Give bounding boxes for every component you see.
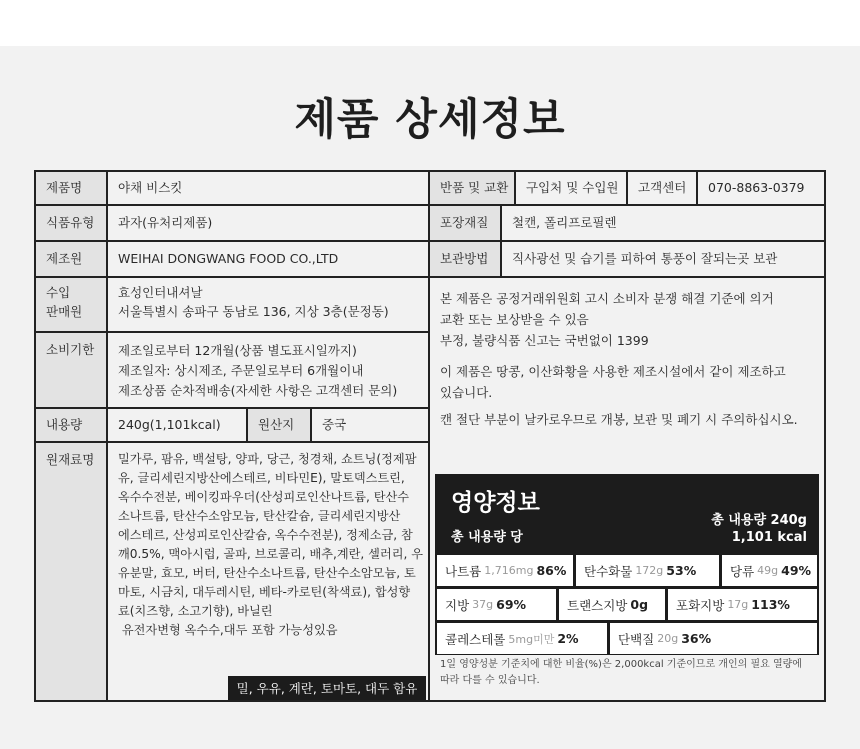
footnote-line: 1일 영양성분 기준치에 대한 비율(%)은 2,000kcal 기준이므로 개인의 필요 열량에: [440, 659, 802, 670]
nutrient-percent: 2%: [557, 631, 579, 646]
returns-channel: 구입처 및 수입원: [526, 179, 619, 195]
nutrient-carbohydrate: [576, 555, 719, 586]
label-expiry-text: 소비기한: [46, 342, 95, 357]
origin-value: 중국: [322, 416, 347, 432]
nutrient-protein: [610, 623, 817, 654]
contents-value: 240g(1,101kcal): [118, 416, 221, 432]
notice-line: 있습니다.: [440, 385, 493, 400]
ingredient-line: 밀가루, 팜유, 백설탕, 양파, 당근, 청경채, 쇼트닝(정제팜: [118, 452, 417, 466]
nutrient-amount: 5mg미만: [508, 632, 555, 646]
nutrient-name: 포화지방: [676, 597, 725, 613]
nutrient-name: 트랜스지방: [567, 597, 628, 613]
nutrient-percent: 53%: [666, 563, 697, 578]
nutrient-percent: 86%: [536, 563, 567, 578]
label-ingredients: [36, 443, 106, 700]
page-title: 제품 상세정보: [294, 95, 566, 145]
nutrition-total-kcal: 1,101 kcal: [731, 530, 807, 545]
label-importer: [36, 278, 106, 331]
notice-line: 이 제품은 땅콩, 이산화황을 사용한 제조시설에서 같이 제조하고: [440, 364, 786, 379]
nutrient-percent: 113%: [751, 597, 790, 612]
customer-center-phone: 070-8863-0379: [708, 179, 805, 195]
label-storage: 보관방법: [430, 242, 500, 276]
label-manufacturer: 제조원: [36, 242, 106, 276]
nutrition-panel: [435, 474, 819, 655]
nutrient-percent: 0g: [630, 597, 649, 612]
nutrition-basis: 총 내용량 당: [451, 530, 523, 545]
nutrient-amount: 37g: [472, 598, 494, 611]
ingredient-line: 료(치즈향, 소고기향), 바닐린: [118, 604, 273, 618]
nutrition-title: 영양정보: [451, 490, 540, 516]
footnote-line: 따라 다를 수 있습니다.: [440, 675, 540, 686]
storage-value: 직사광선 및 습기를 피하여 통풍이 잘되는곳 보관: [512, 250, 778, 266]
notice-allergy-facility: [440, 361, 786, 403]
ingredients-value: [108, 443, 428, 675]
ingredient-line: 깨0.5%, 맥아시럽, 골파, 브로콜리, 배추,계란, 셀러리, 우: [118, 547, 424, 561]
food-type-value: 과자(유처리제품): [118, 214, 213, 230]
notice-line: 캔 절단 부분이 날카로우므로 개봉, 보관 및 폐기 시 주의하십시오.: [440, 412, 798, 427]
ingredient-line: 소나트륨, 탄산수소암모늄, 탄산칼슘, 글리세린지방산: [118, 509, 401, 523]
allergen-badge: 밀, 우유, 계란, 토마토, 대두 함유: [228, 676, 426, 700]
ingredient-line: 옥수수전분, 베이킹파우더(산성피로인산나트륨, 탄산수: [118, 490, 410, 504]
divider: [428, 276, 826, 278]
ingredient-line: 유분말, 효모, 버터, 탄산수소나트륨, 탄산수소암모늄, 토: [118, 566, 416, 580]
nutrient-name: 단백질: [618, 631, 655, 647]
nutrient-fat: [437, 589, 556, 620]
expiry-value: [108, 333, 428, 407]
nutrient-percent: 69%: [496, 597, 527, 612]
nutrient-name: 콜레스테롤: [445, 631, 506, 647]
manufacturer-value: WEIHAI DONGWANG FOOD CO.,LTD: [118, 250, 339, 266]
nutrient-amount: 172g: [635, 564, 664, 577]
nutrient-name: 지방: [445, 597, 470, 613]
notice-line: 부정, 불량식품 신고는 국번없이 1399: [440, 333, 649, 348]
notice-dispute: [440, 288, 774, 330]
label-returns: 반품 및 교환: [430, 172, 514, 204]
nutrition-footnote: [440, 657, 820, 689]
nutrient-amount: 20g: [657, 632, 679, 645]
nutrient-name: 나트륨: [445, 563, 482, 579]
nutrient-sugars: [722, 555, 817, 586]
notice-line: 교환 또는 보상받을 수 있음: [440, 312, 589, 327]
customer-center-label: 고객센터: [638, 179, 687, 195]
label-contents: 내용량: [36, 409, 106, 441]
label-importer-line2: 판매원: [46, 303, 83, 319]
notice-report: [440, 330, 649, 351]
nutrient-cholesterol: [437, 623, 607, 654]
nutrient-amount: 49g: [757, 564, 779, 577]
nutrition-total-weight: 총 내용량 240g: [711, 513, 807, 528]
ingredient-line: 유, 글리세린지방산에스테르, 비타민E), 말토덱스트린,: [118, 471, 405, 485]
nutrient-percent: 49%: [781, 563, 812, 578]
label-importer-line1: 수입: [46, 285, 71, 300]
nutrient-amount: 1,716mg: [484, 564, 534, 577]
notice-line: 본 제품은 공정거래위원회 고시 소비자 분쟁 해결 기준에 의거: [440, 291, 774, 306]
nutrient-name: 당류: [730, 563, 755, 579]
nutrient-saturated-fat: [668, 589, 817, 620]
label-ingredients-text: 원재료명: [46, 452, 95, 467]
expiry-line: 제조일자: 상시제조, 주문일로부터 6개월이내: [118, 363, 364, 378]
nutrient-name: 탄수화물: [584, 563, 633, 579]
packaging-value: 철캔, 폴리프로필렌: [512, 214, 617, 230]
ingredient-line: 마토, 시금치, 대두레시틴, 베타-카로틴(착색료), 합성향: [118, 585, 411, 599]
label-expiry: [36, 333, 106, 407]
ingredient-line: 유전자변형 옥수수,대두 포함 가능성있음: [118, 623, 338, 637]
importer-address: 서울특별시 송파구 동남로 136, 지상 3층(문정동): [118, 303, 389, 319]
nutrient-trans-fat: [559, 589, 665, 620]
label-product-name: 제품명: [36, 172, 106, 204]
nutrient-sodium: [437, 555, 573, 586]
expiry-line: 제조상품 순차적배송(자세한 사항은 고객센터 문의): [118, 383, 398, 398]
notice-can-edge: [440, 409, 798, 430]
product-name-value: 야채 비스킷: [118, 179, 183, 195]
importer-value: [108, 278, 428, 331]
nutrient-percent: 36%: [681, 631, 712, 646]
expiry-line: 제조일로부터 12개월(상품 별도표시일까지): [118, 343, 357, 358]
nutrient-amount: 17g: [727, 598, 749, 611]
label-food-type: 식품유형: [36, 206, 106, 240]
label-origin: 원산지: [248, 409, 310, 441]
importer-name: 효성인터내셔날: [118, 285, 203, 300]
label-packaging: 포장재질: [430, 206, 500, 240]
ingredient-line: 에스테르, 산성피로인산칼슘, 옥수수전분), 정제소금, 참: [118, 528, 413, 542]
